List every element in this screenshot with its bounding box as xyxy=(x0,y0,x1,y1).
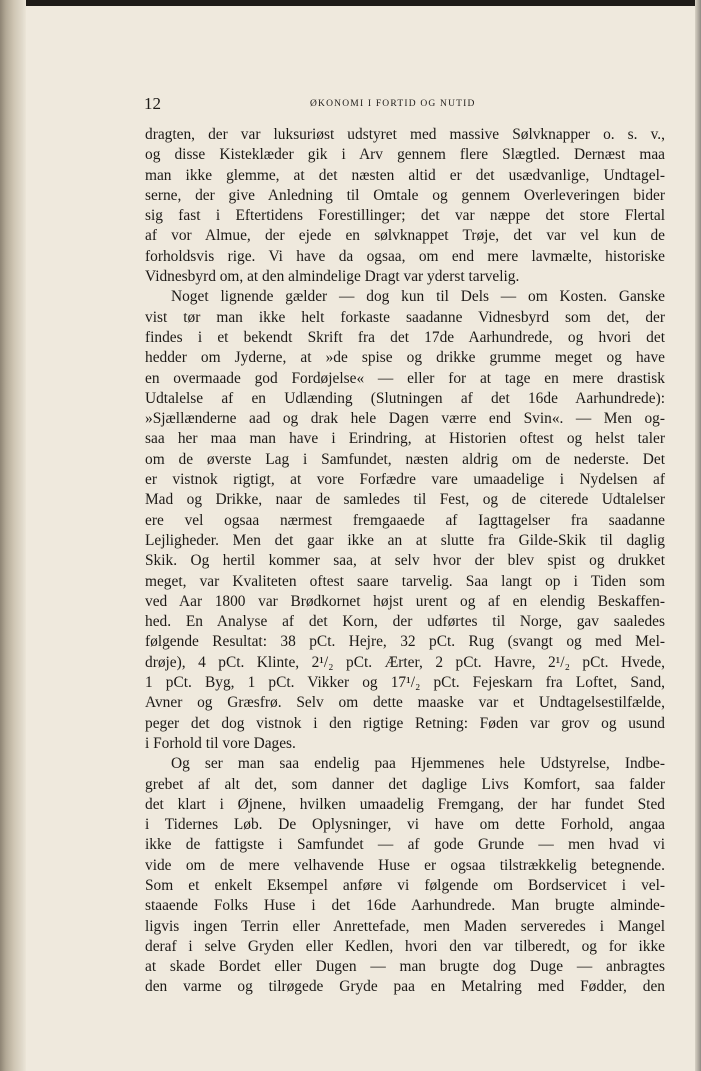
text-line: Avner og Græsfrø. Selv om dette maaske var et Undtagelsestilfælde, xyxy=(145,694,665,712)
text-line: ere vel ogsaa nærmest fremgaaede af Iagttagelser fra saadanne xyxy=(145,511,665,529)
text-line: drøje), 4 pCt. Klinte, 2¹/₂ pCt. Ærter, 2 pCt. Havre, 2¹/₂ pCt. Hvede, xyxy=(145,653,665,671)
text-line: forholdsvis rige. Vi have da ogsaa, om end mere lavmælte, historiske xyxy=(145,247,665,265)
text-line: og disse Kisteklæder gik i Arv gennem flere Slægtled. Dernæst maa xyxy=(145,146,665,164)
text-line: hed. En Analyse af det Korn, der udførtes til Norge, gav saaledes xyxy=(145,613,665,631)
text-line: man ikke glemme, at det næsten altid er det usædvanlige, Undtagel- xyxy=(145,166,665,184)
scan-right-edge xyxy=(695,0,701,1071)
text-line: at skade Bordet eller Dugen — man brugte dog Duge — anbragtes xyxy=(145,958,665,976)
text-line: findes i et bekendt Skrift fra det 17de Aarhundrede, og hvori det xyxy=(145,328,665,346)
text-line: Skik. Og hertil kommer saa, at selv hvor der blev spist og drukket xyxy=(145,552,665,570)
text-line: Noget lignende gælder — dog kun til Dels — om Kosten. Ganske xyxy=(171,288,665,306)
text-line: deraf i selve Gryden eller Kedlen, hvori den var tilberedt, og for ikke xyxy=(145,937,665,955)
text-line: vide om de mere velhavende Huse er ogsaa tilstrækkelig betegnende. xyxy=(145,856,665,874)
text-line: grebet af alt det, som danner det daglige Livs Komfort, saa falder xyxy=(145,775,665,793)
text-line: om de øverste Lag i Samfundet, næsten aldrig om de nederste. Det xyxy=(145,450,665,468)
text-line: ved Aar 1800 var Brødkornet højst urent og af en elendig Beskaffen- xyxy=(145,592,665,610)
text-line: en overmaade god Fordøjelse« — eller for at tage en mere drastisk xyxy=(145,369,665,387)
book-spine-shadow xyxy=(0,0,26,1071)
page-number: 12 xyxy=(144,94,161,113)
text-line: vist tør man ikke helt forkaste saadanne Vidnesbyrd som det, der xyxy=(145,308,665,326)
text-line: Og ser man saa endelig paa Hjemmenes hele Udstyrelse, Indbe- xyxy=(171,755,665,773)
text-line: Vidnesbyrd om, at den almindelige Dragt var yderst tarvelig. xyxy=(145,268,520,286)
text-line: hedder om Jyderne, at »de spise og drikke grumme meget og have xyxy=(145,349,665,367)
text-line: »Sjællænderne aad og drak hele Dagen værre end Svin«. — Men og- xyxy=(145,410,665,428)
text-line: Som et enkelt Eksempel anføre vi følgende om Bordservicet i vel- xyxy=(145,876,665,894)
text-line: i Tidernes Løb. De Oplysninger, vi have om dette Forhold, angaa xyxy=(145,816,665,834)
text-line: ligvis ingen Terrin eller Anrettefade, men Maden serveredes i Mangel xyxy=(145,917,665,935)
text-line: Mad og Drikke, naar de samledes til Fest, og de citerede Udtalelser xyxy=(145,491,665,509)
running-head: ØKONOMI I FORTID OG NUTID xyxy=(310,99,476,109)
text-line: meget, var Kvaliteten oftest saare tarvelig. Saa langt op i Tiden som xyxy=(145,572,665,590)
text-line: 1 pCt. Byg, 1 pCt. Vikker og 17¹/₂ pCt. Fejeskarn fra Loftet, Sand, xyxy=(145,674,665,692)
text-line: af vor Almue, der ejede en sølvknappet Trøje, det var vel kun de xyxy=(145,227,665,245)
text-line: den varme og tilrøgede Gryde paa en Metalring med Fødder, den xyxy=(145,978,665,996)
text-line: ikke de fattigste i Samfundet — af gode Grunde — men hvad vi xyxy=(145,836,665,854)
text-line: Udtalelse af en Udlænding (Slutningen af det 16de Aarhundrede): xyxy=(145,389,665,407)
text-line: dragten, der var luksuriøst udstyret med massive Sølvknapper o. s. v., xyxy=(145,126,665,143)
text-line: saa her maa man have i Erindring, at Historien oftest og helst taler xyxy=(145,430,665,448)
text-line: sig fast i Eftertidens Forestillinger; det var næppe det store Flertal xyxy=(145,207,665,225)
text-line: i Forhold til vore Dages. xyxy=(145,734,296,752)
page-sheet xyxy=(26,6,695,1071)
text-line: serne, der give Anledning til Omtale og gennem Overleveringen bider xyxy=(145,186,665,204)
text-line: peger det dog vistnok i den rigtige Retning: Føden var grov og usund xyxy=(145,714,665,732)
text-line: følgende Resultat: 38 pCt. Hejre, 32 pCt. Rug (svangt og med Mel- xyxy=(145,633,665,651)
body-text xyxy=(145,125,665,998)
page-header xyxy=(144,94,664,118)
text-line: Lejligheder. Men det gaar ikke an at slutte fra Gilde-Skik til daglig xyxy=(145,531,665,549)
text-line: det klart i Øjnene, hvilken umaadelig Fremgang, der har fundet Sted xyxy=(145,795,665,813)
text-line: er vistnok rigtigt, at vore Forfædre vare umaadelige i Nydelsen af xyxy=(145,471,665,489)
text-line: staaende Folks Huse i det 16de Aarhundrede. Man brugte alminde- xyxy=(145,897,665,915)
